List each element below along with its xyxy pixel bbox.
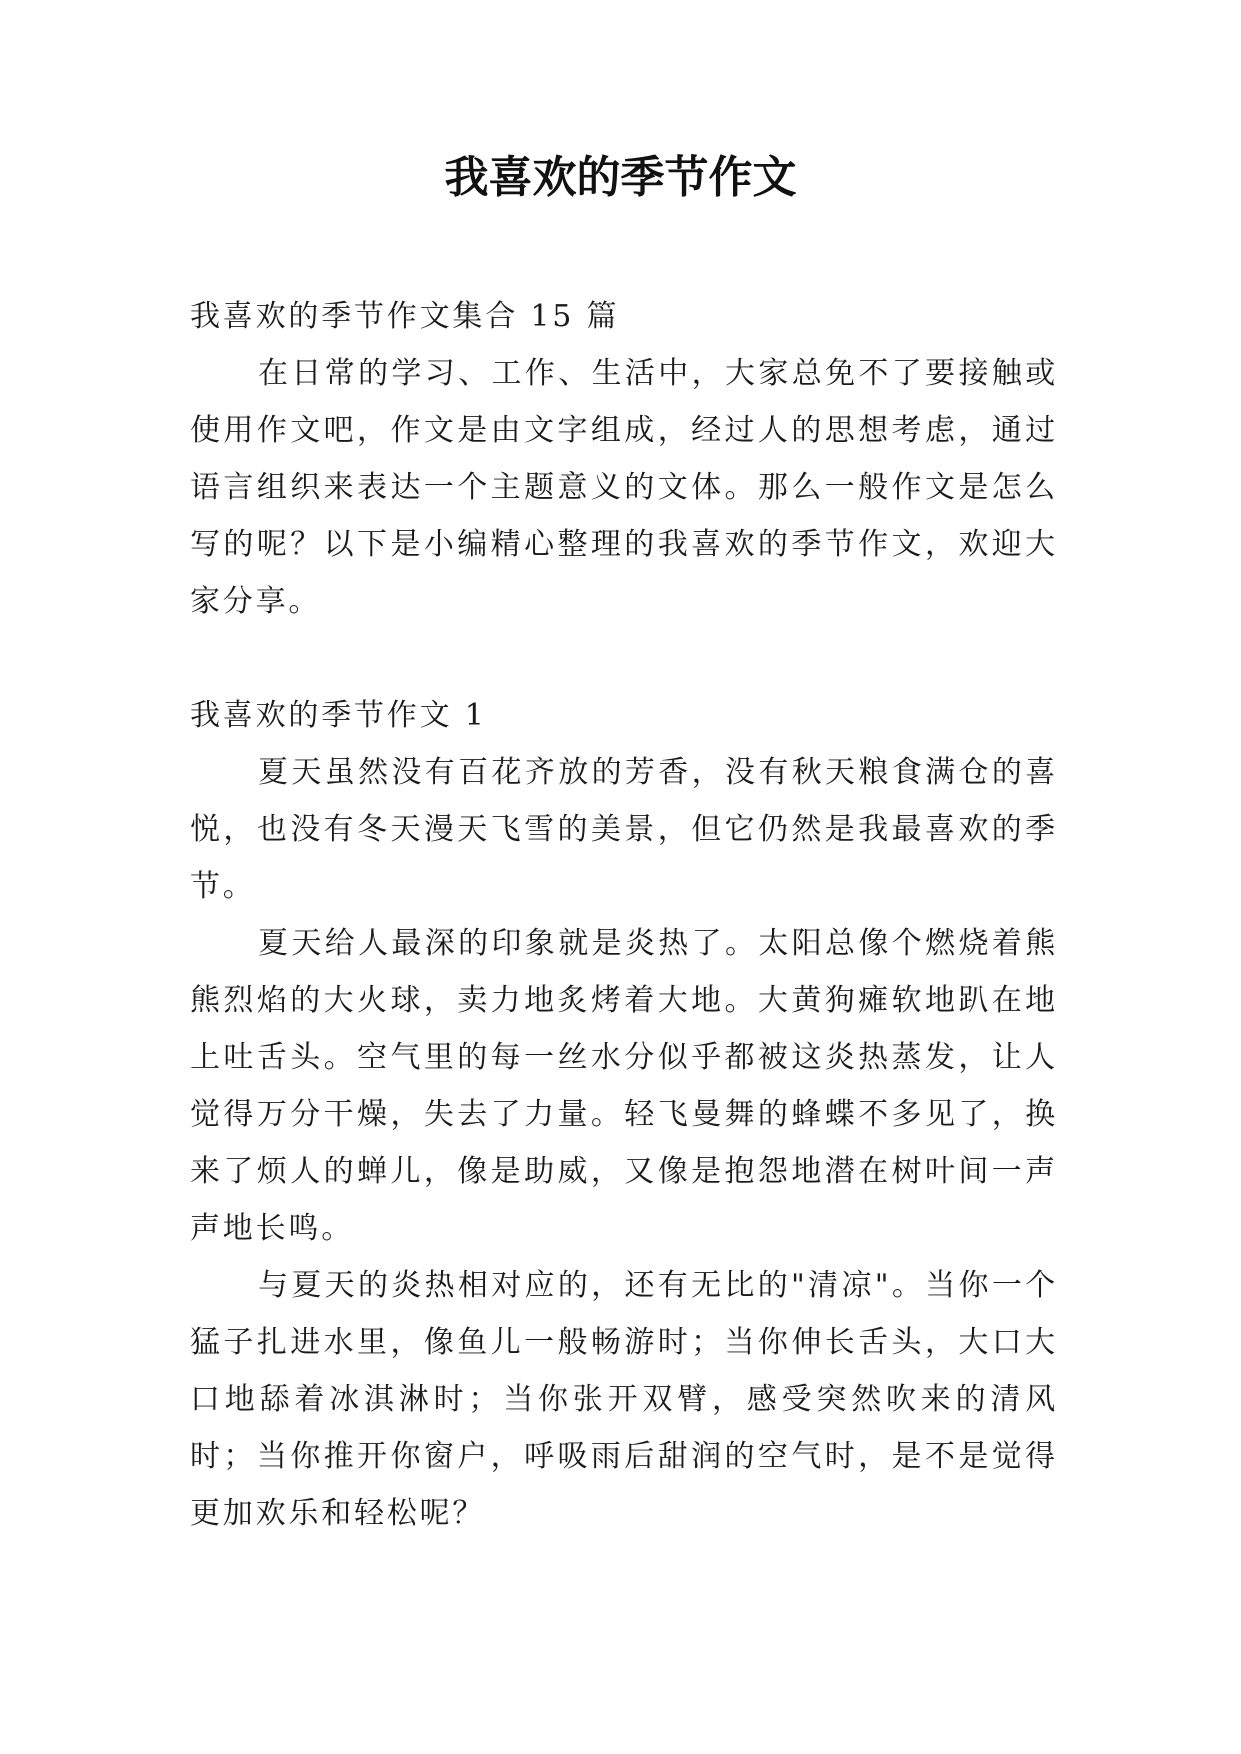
section-paragraph: 夏天虽然没有百花齐放的芳香，没有秋天粮食满仓的喜悦，也没有冬天漫天飞雪的美景，但它仍然是我最喜欢的季节。 <box>190 755 1058 904</box>
document-title: 我喜欢的季节作文 <box>444 152 797 203</box>
section-paragraph: 与夏天的炎热相对应的，还有无比的"清凉"。当你一个猛子扎进水里，像鱼儿一般畅游时；当你伸长舌头，大口大口地舔着冰淇淋时；当你张开双臂，感受突然吹来的清风时；当你推开你窗户，呼吸雨后甜润的空气时，是不是觉得更加欢乐和轻松呢？ <box>190 1268 1058 1531</box>
document-body <box>190 288 1058 1542</box>
collection-subtitle: 我喜欢的季节作文集合 15 篇 <box>190 299 620 334</box>
intro-paragraph: 在日常的学习、工作、生活中，大家总免不了要接触或使用作文吧，作文是由文字组成，经过人的思想考虑，通过语言组织来表达一个主题意义的文体。那么一般作文是怎么写的呢？以下是小编精心整理的我喜欢的季节作文，欢迎大家分享。 <box>190 356 1058 619</box>
section-heading: 我喜欢的季节作文 1 <box>190 698 487 733</box>
section-paragraph: 夏天给人最深的印象就是炎热了。太阳总像个燃烧着熊熊烈焰的大火球，卖力地炙烤着大地。大黄狗瘫软地趴在地上吐舌头。空气里的每一丝水分似乎都被这炎热蒸发，让人觉得万分干燥，失去了力量。轻飞曼舞的蜂蝶不多见了，换来了烦人的蝉儿，像是助威，又像是抱怨地潜在树叶间一声声地长鸣。 <box>190 926 1058 1246</box>
